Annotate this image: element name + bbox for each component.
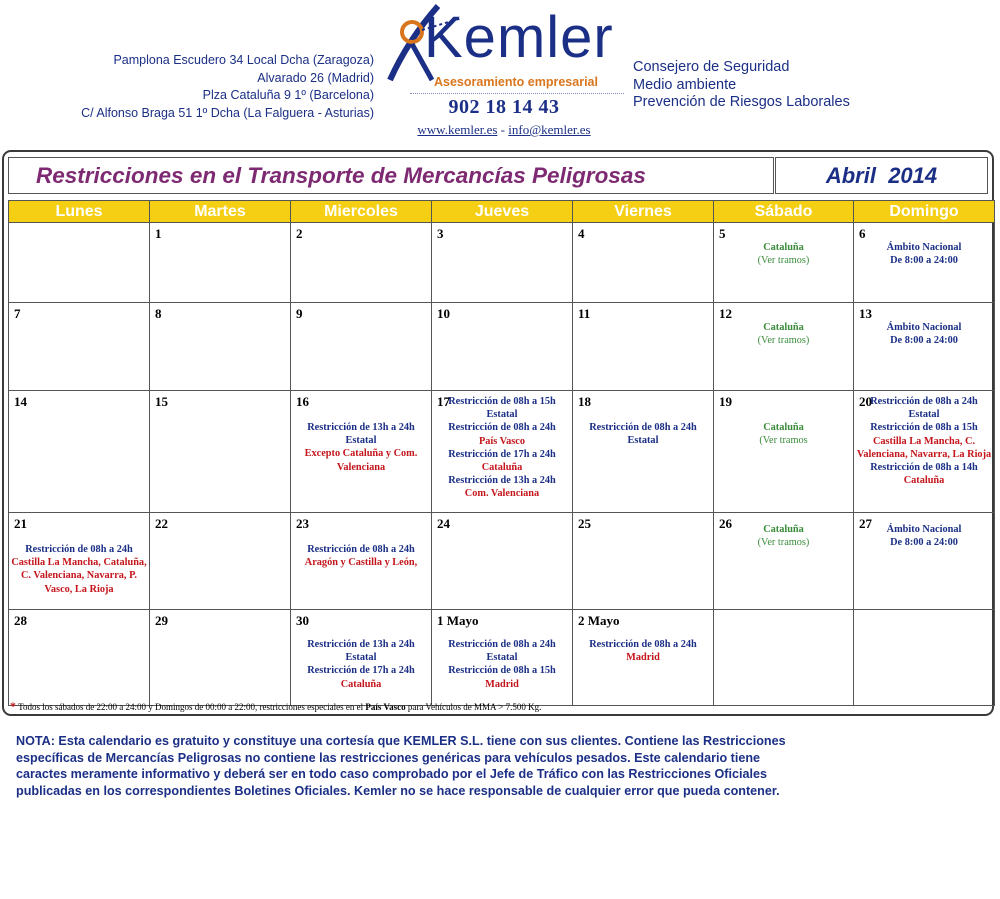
- weekday-3: Jueves: [432, 201, 573, 223]
- calendar-week: [9, 223, 995, 303]
- month-label: Abril 2014: [825, 163, 938, 188]
- calendar-day-cell: [9, 513, 150, 610]
- kemler-logo: [382, 0, 632, 100]
- footnote-marker: *: [10, 699, 16, 713]
- restriction-line: Castilla La Mancha, C. Valenciana, Navarra, La Rioja: [856, 435, 992, 460]
- day-restrictions: [856, 523, 992, 549]
- logo-tagline: Asesoramiento empresarial: [434, 75, 598, 89]
- weekday-header: [9, 201, 995, 223]
- day-restrictions: [575, 421, 711, 447]
- restriction-line: Restricción de 08h a 24h: [448, 639, 556, 650]
- day-restrictions: [575, 638, 711, 664]
- restriction-line: Restricción de 08h a 24h: [307, 544, 415, 555]
- restriction-line: Restricción de 08h a 15h: [448, 665, 556, 677]
- service-item: Medio ambiente: [633, 76, 737, 93]
- day-number: 23: [296, 516, 309, 531]
- restriction-line: Ámbito Nacional: [886, 242, 962, 253]
- restriction-line: Cataluña: [763, 322, 804, 333]
- restriction-line: Madrid: [626, 652, 660, 664]
- day-number: 24: [437, 516, 450, 531]
- day-restrictions: [856, 395, 992, 487]
- calendar-day-cell: [432, 610, 573, 706]
- restriction-line: Restricción de 08h a 24h: [589, 422, 697, 433]
- day-number: 10: [437, 306, 450, 321]
- restriction-line: Castilla La Mancha, Cataluña, C. Valenciana, Navarra, P. Vasco, La Rioja: [11, 557, 147, 595]
- restriction-line: Aragón y Castilla y León,: [304, 557, 418, 569]
- disclaimer-note: NOTA: Esta calendario es gratuito y constituye una cortesía que KEMLER S.L. tiene con sus clientes. Contiene las Restricciones específicas de Mercancías Peligrosas no contiene las restricciones genéricas para vehículos pesados. Este calendario tiene caractes meramente informativo y deberá ser en todo caso comprobado por el Jefe de Tráfico con las Restricciones Oficiales publicadas en los correspondientes Boletines Oficiales. Kemler no se hace responsable de cualquier error que pueda contener.: [16, 734, 786, 798]
- restriction-line: Cataluña: [763, 422, 804, 433]
- day-restrictions: [293, 421, 429, 474]
- service-item: Consejero de Seguridad: [633, 59, 790, 75]
- restriction-line: Cataluña: [481, 462, 523, 474]
- day-restrictions: [293, 638, 429, 691]
- restriction-line: Restricción de 08h a 24h: [25, 544, 133, 555]
- day-number: 2: [296, 226, 303, 241]
- day-number: 29: [155, 613, 168, 628]
- calendar-day-cell: [291, 303, 432, 391]
- calendar-week: [9, 610, 995, 706]
- restriction-line: Estatal: [345, 652, 377, 664]
- weekday-5: Sábado: [714, 201, 854, 223]
- day-number: 16: [296, 394, 309, 409]
- phone-number: 902 18 14 43: [448, 96, 560, 118]
- calendar-grid: [8, 200, 995, 706]
- footnote-text-before: Todos los sábados de 22:00 a 24:00 y Domingos de 00:00 a 22:00, restricciones especiales en el: [18, 702, 366, 712]
- restriction-line: Cataluña: [763, 524, 804, 535]
- calendar-day-cell: [150, 513, 291, 610]
- day-number: 14: [14, 394, 27, 409]
- restriction-line: Estatal: [486, 652, 518, 664]
- calendar-day-cell: [432, 223, 573, 303]
- logo-divider: [410, 93, 624, 94]
- day-restrictions: [856, 321, 992, 347]
- restriction-line: Cataluña: [340, 678, 382, 690]
- calendar-body: [9, 223, 995, 706]
- restriction-line: De 8:00 a 24:00: [890, 335, 958, 347]
- calendar-day-cell: [854, 513, 995, 610]
- day-number: 13: [859, 306, 872, 321]
- restriction-line: Estatal: [908, 409, 940, 421]
- calendar-day-cell: [432, 513, 573, 610]
- calendar-day-cell: [573, 223, 714, 303]
- weekday-2: Miercoles: [291, 201, 432, 223]
- address-line: Pamplona Escudero 34 Local Dcha (Zaragoza): [113, 53, 374, 67]
- restriction-line: Restricción de 08h a 15h: [870, 422, 978, 434]
- calendar-day-cell: [714, 303, 854, 391]
- calendar-day-cell: [291, 610, 432, 706]
- day-number: 25: [578, 516, 591, 531]
- day-number: 19: [719, 394, 732, 409]
- restriction-line: (Ver tramos): [757, 255, 810, 267]
- restriction-line: (Ver tramos): [757, 537, 810, 549]
- day-number: 1 Mayo: [437, 613, 479, 628]
- restriction-line: Restricción de 08h a 24h: [589, 639, 697, 650]
- weekday-6: Domingo: [854, 201, 995, 223]
- calendar-day-cell: [291, 223, 432, 303]
- logo-wordmark: Kemler: [424, 5, 614, 70]
- calendar-day-cell: [714, 223, 854, 303]
- calendar-day-cell: [573, 513, 714, 610]
- day-number: 17: [437, 394, 450, 409]
- calendar-day-cell: [573, 610, 714, 706]
- service-item: Prevención de Riesgos Laborales: [633, 94, 850, 110]
- calendar-day-cell: [573, 303, 714, 391]
- restriction-line: De 8:00 a 24:00: [890, 537, 958, 549]
- restriction-line: Ámbito Nacional: [886, 322, 962, 333]
- email-link[interactable]: info@kemler.es: [508, 122, 591, 137]
- calendar-day-cell: [291, 513, 432, 610]
- weekday-0: Lunes: [9, 201, 150, 223]
- day-number: 5: [719, 226, 726, 241]
- calendar-week: [9, 303, 995, 391]
- day-number: 11: [578, 306, 591, 321]
- restriction-line: Restricción de 13h a 24h: [307, 639, 415, 650]
- calendar-day-cell: [9, 223, 150, 303]
- calendar-day-cell: [573, 391, 714, 513]
- day-number: 4: [578, 226, 585, 241]
- day-number: 3: [437, 226, 444, 241]
- calendar-day-cell: [9, 610, 150, 706]
- calendar-day-cell: [9, 303, 150, 391]
- day-number: 21: [14, 516, 27, 531]
- calendar-day-cell: [714, 610, 854, 706]
- restriction-line: Com. Valenciana: [464, 488, 540, 500]
- services-list: [633, 59, 850, 112]
- day-restrictions: [11, 543, 147, 596]
- day-restrictions: [434, 395, 570, 501]
- day-restrictions: [434, 638, 570, 691]
- day-number: 2 Mayo: [578, 613, 620, 628]
- weekday-4: Viernes: [573, 201, 714, 223]
- restriction-line: Estatal: [486, 409, 518, 421]
- restriction-line: Estatal: [345, 435, 377, 447]
- restriction-line: País Vasco: [478, 435, 526, 447]
- calendar-day-cell: [9, 391, 150, 513]
- restriction-line: De 8:00 a 24:00: [890, 255, 958, 267]
- website-link[interactable]: www.kemler.es: [417, 122, 498, 137]
- calendar-day-cell: [714, 391, 854, 513]
- footnote: [10, 699, 541, 714]
- restriction-line: (Ver tramos): [757, 335, 810, 347]
- office-addresses: [40, 52, 374, 122]
- day-number: 12: [719, 306, 732, 321]
- day-number: 28: [14, 613, 27, 628]
- day-number: 30: [296, 613, 309, 628]
- day-number: 27: [859, 516, 872, 531]
- address-line: Plza Cataluña 9 1º (Barcelona): [202, 88, 374, 102]
- calendar-title: Restricciones en el Transporte de Mercancías Peligrosas: [36, 163, 646, 188]
- calendar-day-cell: [150, 223, 291, 303]
- calendar-day-cell: [854, 610, 995, 706]
- restriction-line: Ámbito Nacional: [886, 524, 962, 535]
- day-restrictions: [716, 241, 851, 267]
- calendar-day-cell: [150, 303, 291, 391]
- weekday-1: Martes: [150, 201, 291, 223]
- day-number: 22: [155, 516, 168, 531]
- day-number: 15: [155, 394, 168, 409]
- restriction-line: Restricción de 08h a 24h: [448, 422, 556, 434]
- footnote-region: País Vasco: [365, 702, 406, 712]
- footnote-text-after: para Vehículos de MMA > 7.500 Kg.: [405, 702, 542, 712]
- day-number: 18: [578, 394, 591, 409]
- day-restrictions: [716, 523, 851, 549]
- restriction-line: Cataluña: [763, 242, 804, 253]
- day-number: 1: [155, 226, 162, 241]
- restriction-line: Restricción de 17h a 24h: [307, 665, 415, 677]
- address-line: Alvarado 26 (Madrid): [257, 70, 374, 85]
- contact-links: [384, 122, 624, 138]
- day-number: 9: [296, 306, 303, 321]
- day-number: 8: [155, 306, 162, 321]
- day-restrictions: [716, 421, 851, 447]
- calendar-day-cell: [432, 303, 573, 391]
- restriction-line: Restricción de 08h a 14h: [870, 462, 978, 474]
- day-number: 6: [859, 226, 866, 241]
- calendar-week: [9, 391, 995, 513]
- calendar-day-cell: [854, 303, 995, 391]
- restriction-line: Restricción de 08h a 24h: [870, 396, 978, 407]
- calendar-day-cell: [714, 513, 854, 610]
- day-restrictions: [716, 321, 851, 347]
- day-number: 26: [719, 516, 732, 531]
- day-restrictions: [856, 241, 992, 267]
- restriction-line: Cataluña: [903, 475, 945, 487]
- link-separator: -: [500, 122, 505, 137]
- restriction-line: Excepto Cataluña y Com. Valenciana: [304, 448, 418, 473]
- restriction-line: (Ver tramos: [759, 435, 808, 447]
- calendar-week: [9, 513, 995, 610]
- restriction-line: Restricción de 08h a 15h: [448, 396, 556, 407]
- calendar-day-cell: [854, 391, 995, 513]
- day-number: 20: [859, 394, 872, 409]
- calendar-day-cell: [291, 391, 432, 513]
- day-number: 7: [14, 306, 21, 321]
- calendar-day-cell: [854, 223, 995, 303]
- address-line: C/ Alfonso Braga 51 1º Dcha (La Falguera - Asturias): [81, 105, 374, 120]
- restriction-line: Restricción de 17h a 24h: [448, 448, 556, 460]
- calendar-day-cell: [150, 610, 291, 706]
- calendar-day-cell: [150, 391, 291, 513]
- restriction-line: Restricción de 13h a 24h: [448, 475, 556, 487]
- calendar-day-cell: [432, 391, 573, 513]
- restriction-line: Restricción de 13h a 24h: [307, 422, 415, 433]
- restriction-line: Madrid: [485, 678, 519, 690]
- restriction-line: Estatal: [627, 435, 659, 447]
- day-restrictions: [293, 543, 429, 569]
